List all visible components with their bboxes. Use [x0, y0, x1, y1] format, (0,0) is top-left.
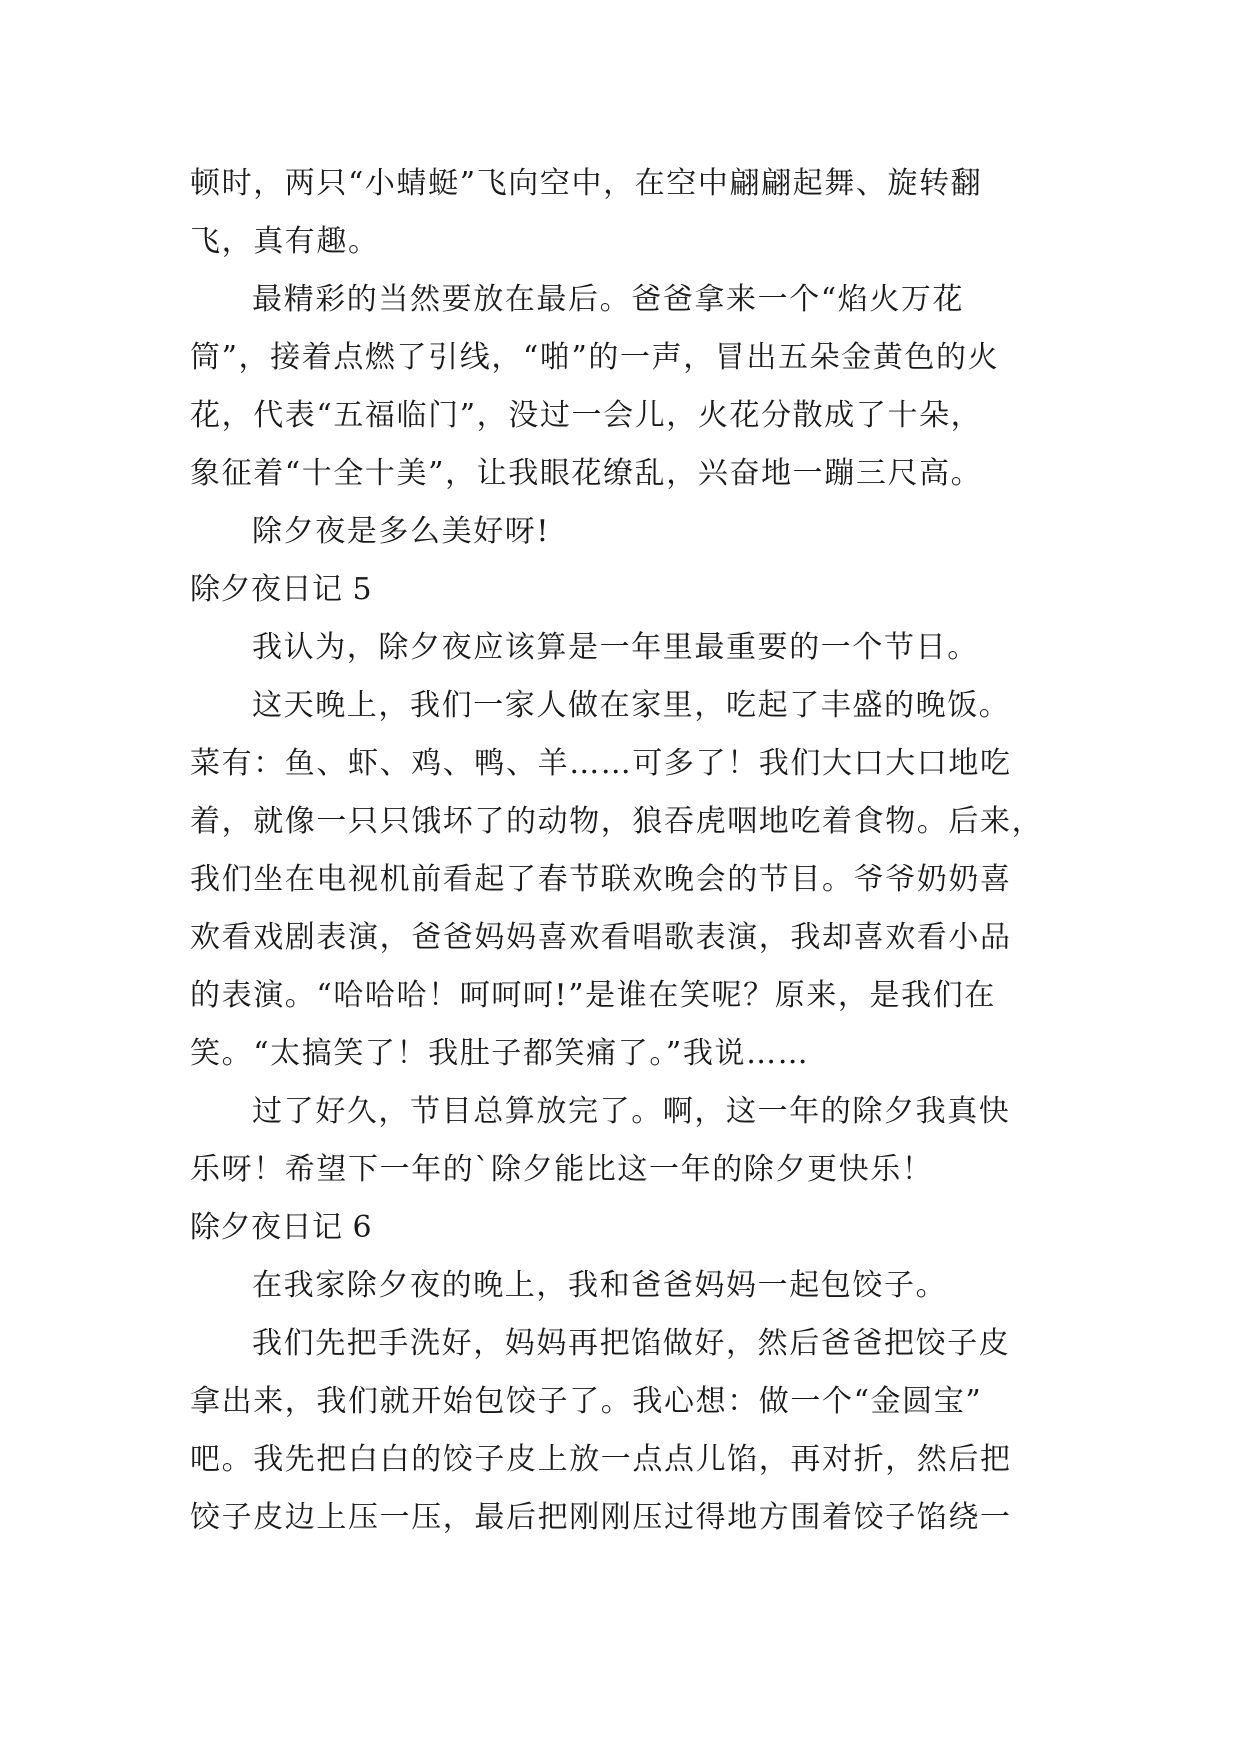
text-line: 乐呀！希望下一年的`除夕能比这一年的除夕更快乐！ [190, 1152, 934, 1187]
text-line: 笑。“太搞笑了！我肚子都笑痛了。”我说…… [190, 1036, 810, 1071]
text-line: 拿出来，我们就开始包饺子了。我心想：做一个“金圆宝” [190, 1384, 983, 1419]
text-line: 我们坐在电视机前看起了春节联欢晚会的节目。爷爷奶奶喜 [190, 862, 1012, 897]
text-line: 筒”，接着点燃了引线，“啪”的一声，冒出五朵金黄色的火 [190, 340, 1000, 375]
text-line: 顿时，两只“小蜻蜓”飞向空中，在空中翩翩起舞、旋转翻 [190, 166, 983, 201]
text-line: 花，代表“五福临门”，没过一会儿，火花分散成了十朵， [190, 398, 983, 433]
text-line: 的表演。“哈哈哈！呵呵呵!”是谁在笑呢？原来，是我们在 [190, 978, 996, 1013]
text-line: 菜有：鱼、虾、鸡、鸭、羊……可多了！我们大口大口地吃 [190, 746, 1012, 781]
text-line: 我认为，除夕夜应该算是一年里最重要的一个节日。 [252, 630, 979, 665]
section-heading: 除夕夜日记 6 [190, 1210, 373, 1245]
document-body [190, 155, 1070, 1547]
text-line: 饺子皮边上压一压，最后把刚刚压过得地方围着饺子馅绕一 [190, 1500, 1012, 1535]
text-line: 这天晚上，我们一家人做在家里，吃起了丰盛的晚饭。 [252, 688, 1011, 723]
text-line: 最精彩的当然要放在最后。爸爸拿来一个“焰火万花 [252, 282, 965, 317]
text-line: 吧。我先把白白的饺子皮上放一点点儿馅，再对折，然后把 [190, 1442, 1012, 1477]
text-line: 着，就像一只只饿坏了的动物，狼吞虎咽地吃着食物。后来， [190, 804, 1044, 839]
text-line: 欢看戏剧表演，爸爸妈妈喜欢看唱歌表演，我却喜欢看小品 [190, 920, 1012, 955]
section-heading: 除夕夜日记 5 [190, 572, 373, 607]
text-line: 我们先把手洗好，妈妈再把馅做好，然后爸爸把饺子皮 [252, 1326, 1011, 1361]
text-line: 象征着“十全十美”，让我眼花缭乱，兴奋地一蹦三尺高。 [190, 456, 983, 491]
text-line: 飞，真有趣。 [190, 224, 380, 259]
text-line: 除夕夜是多么美好呀! [252, 514, 551, 549]
text-line: 在我家除夕夜的晚上，我和爸爸妈妈一起包饺子。 [252, 1268, 948, 1303]
text-line: 过了好久，节目总算放完了。啊，这一年的除夕我真快 [252, 1094, 1011, 1129]
